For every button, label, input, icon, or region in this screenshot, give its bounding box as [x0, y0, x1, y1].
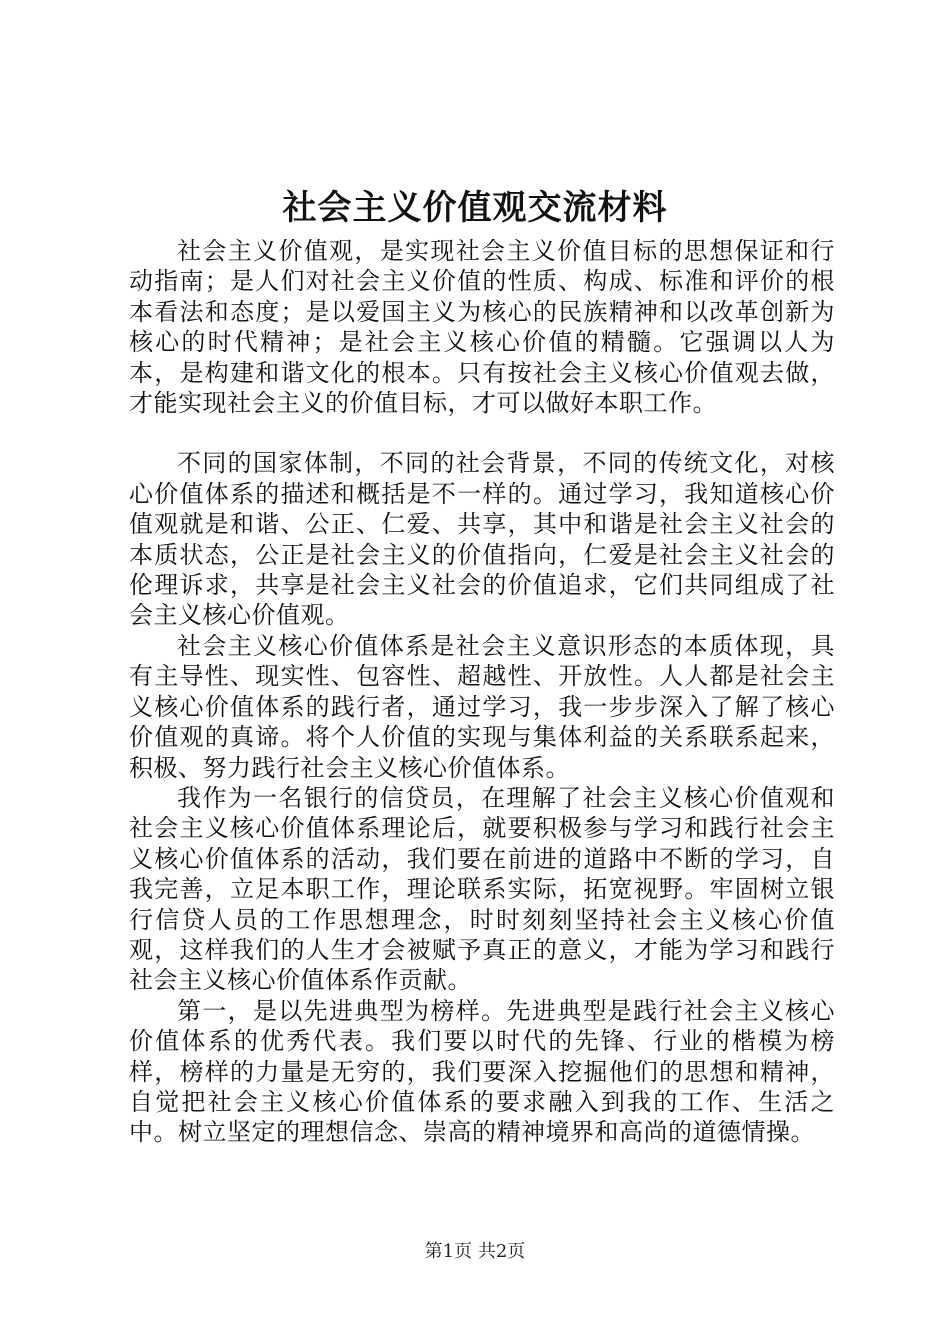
paragraph-4: 我作为一名银行的信贷员，在理解了社会主义核心价值观和社会主义核心价值体系理论后，就要积极参与学习和践行社会主义核心价值体系的活动，我们要在前进的道路中不断的学习，自我完善，立足本职工作，理论联系实际，拓宽视野。牢固树立银行信贷人员的工作思想理念，时时刻刻坚持社会主义核心价值观，这样我们的人生才会被赋予真正的意义，才能为学习和践行社会主义核心价值体系作贡献。 — [129, 783, 835, 995]
document-title: 社会主义价值观交流材料 — [282, 188, 668, 228]
paragraph-2: 不同的国家体制，不同的社会背景，不同的传统文化，对核心价值体系的描述和概括是不一样的。通过学习，我知道核心价值观就是和谐、公正、仁爱、共享，其中和谐是社会主义社会的本质状态，公正是社会主义的价值指向，仁爱是社会主义社会的伦理诉求，共享是社会主义社会的价值追求，它们共同组成了社会主义核心价值观。 — [129, 449, 835, 630]
document-body — [129, 236, 835, 1148]
paragraph-1: 社会主义价值观，是实现社会主义价值目标的思想保证和行动指南；是人们对社会主义价值的性质、构成、标准和评价的根本看法和态度；是以爱国主义为核心的民族精神和以改革创新为核心的时代精神；是社会主义核心价值的精髓。它强调以人为本，是构建和谐文化的根本。只有按社会主义核心价值观去做，才能实现社会主义的价值目标，才可以做好本职工作。 — [129, 237, 835, 418]
page-number-footer: 第1页 共2页 — [424, 1241, 526, 1262]
paragraph-3: 社会主义核心价值体系是社会主义意识形态的本质体现，具有主导性、现实性、包容性、超越性、开放性。人人都是社会主义核心价值体系的践行者，通过学习，我一步步深入了解了核心价值观的真谛。将个人价值的实现与集体利益的关系联系起来，积极、努力践行社会主义核心价值体系。 — [129, 631, 835, 782]
paragraph-5: 第一，是以先进典型为榜样。先进典型是践行社会主义核心价值体系的优秀代表。我们要以时代的先锋、行业的楷模为榜样，榜样的力量是无穷的，我们要深入挖掘他们的思想和精神，自觉把社会主义核心价值体系的要求融入到我的工作、生活之中。树立坚定的理想信念、崇高的精神境界和高尚的道德情操。 — [129, 996, 835, 1147]
